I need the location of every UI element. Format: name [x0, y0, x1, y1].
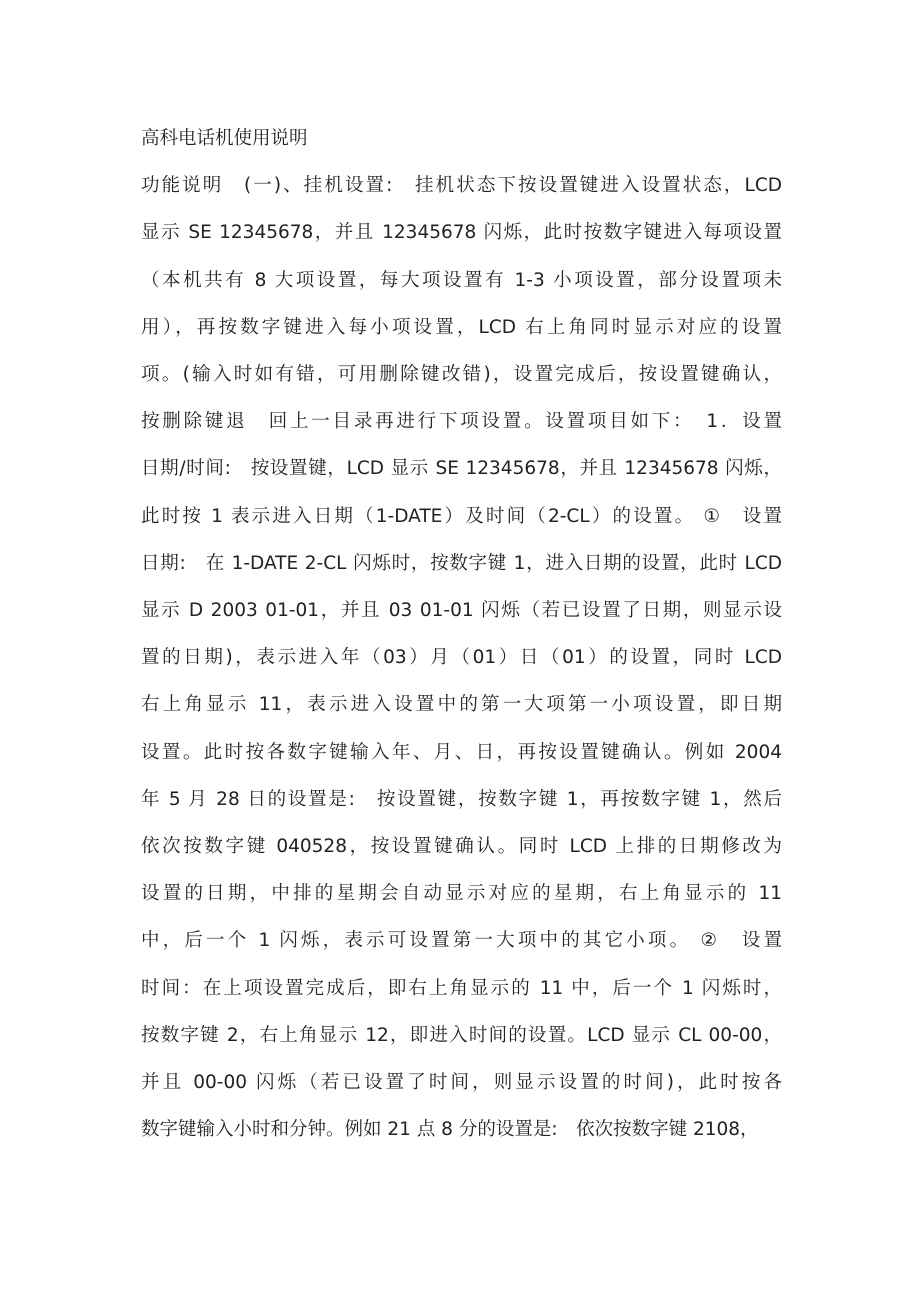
text-line: 按删除键退 回上一目录再进行下项设置。设置项目如下： 1．设置 [141, 411, 782, 433]
text-line: 年 5 月 28 日的设置是: 按设置键，按数字键 1，再按数字键 1，然后 [141, 788, 782, 810]
text-line: 置的日期)，表示进入年（03）月（01）日（01）的设置，同时 LCD [141, 647, 782, 669]
text-line: 中，后一个 1 闪烁，表示可设置第一大项中的其它小项。 ② 设置 [141, 930, 782, 952]
text-line: （本机共有 8 大项设置，每大项设置有 1-3 小项设置，部分设置项未 [141, 269, 782, 291]
text-line: 显示 D 2003 01-01，并且 03 01-01 闪烁（若已设置了日期，则显示设 [141, 600, 782, 622]
text-line: 并且 00-00 闪烁（若已设置了时间，则显示设置的时间)，此时按各 [141, 1072, 782, 1094]
text-line: 用），再按数字键进入每小项设置，LCD 右上角同时显示对应的设置 [141, 316, 782, 338]
text-line: 右上角显示 11，表示进入设置中的第一大项第一小项设置，即日期 [141, 694, 782, 716]
text-line: 功能说明 (一)、挂机设置: 挂机状态下按设置键进入设置状态，LCD [141, 175, 782, 197]
text-line: 显示 SE 12345678，并且 12345678 闪烁，此时按数字键进入每项设置 [141, 222, 782, 244]
document-body [141, 162, 782, 1153]
document-content [141, 115, 782, 1153]
text-line: 日期/时间: 按设置键，LCD 显示 SE 12345678，并且 12345678 闪烁， [141, 458, 782, 480]
text-line: 设置。此时按各数字键输入年、月、日，再按设置键确认。例如 2004 [141, 741, 782, 763]
text-line: 按数字键 2，右上角显示 12，即进入时间的设置。LCD 显示 CL 00-00， [141, 1024, 782, 1046]
text-line: 项。(输入时如有错，可用删除键改错)，设置完成后，按设置键确认， [141, 364, 782, 386]
text-line: 依次按数字键 040528，按设置键确认。同时 LCD 上排的日期修改为 [141, 836, 782, 858]
text-line: 日期: 在 1-DATE 2-CL 闪烁时，按数字键 1，进入日期的设置，此时 LCD [141, 552, 782, 574]
document-title: 高科电话机使用说明 [141, 128, 308, 149]
text-line: 设置的日期，中排的星期会自动显示对应的星期，右上角显示的 11 [141, 883, 782, 905]
text-line: 此时按 1 表示进入日期（1-DATE）及时间（2-CL）的设置。 ① 设置 [141, 505, 782, 527]
text-line: 数字键输入小时和分钟。例如 21 点 8 分的设置是: 依次按数字键 2108， [141, 1119, 759, 1141]
text-line: 时间：在上项设置完成后，即右上角显示的 11 中，后一个 1 闪烁时， [141, 977, 782, 999]
